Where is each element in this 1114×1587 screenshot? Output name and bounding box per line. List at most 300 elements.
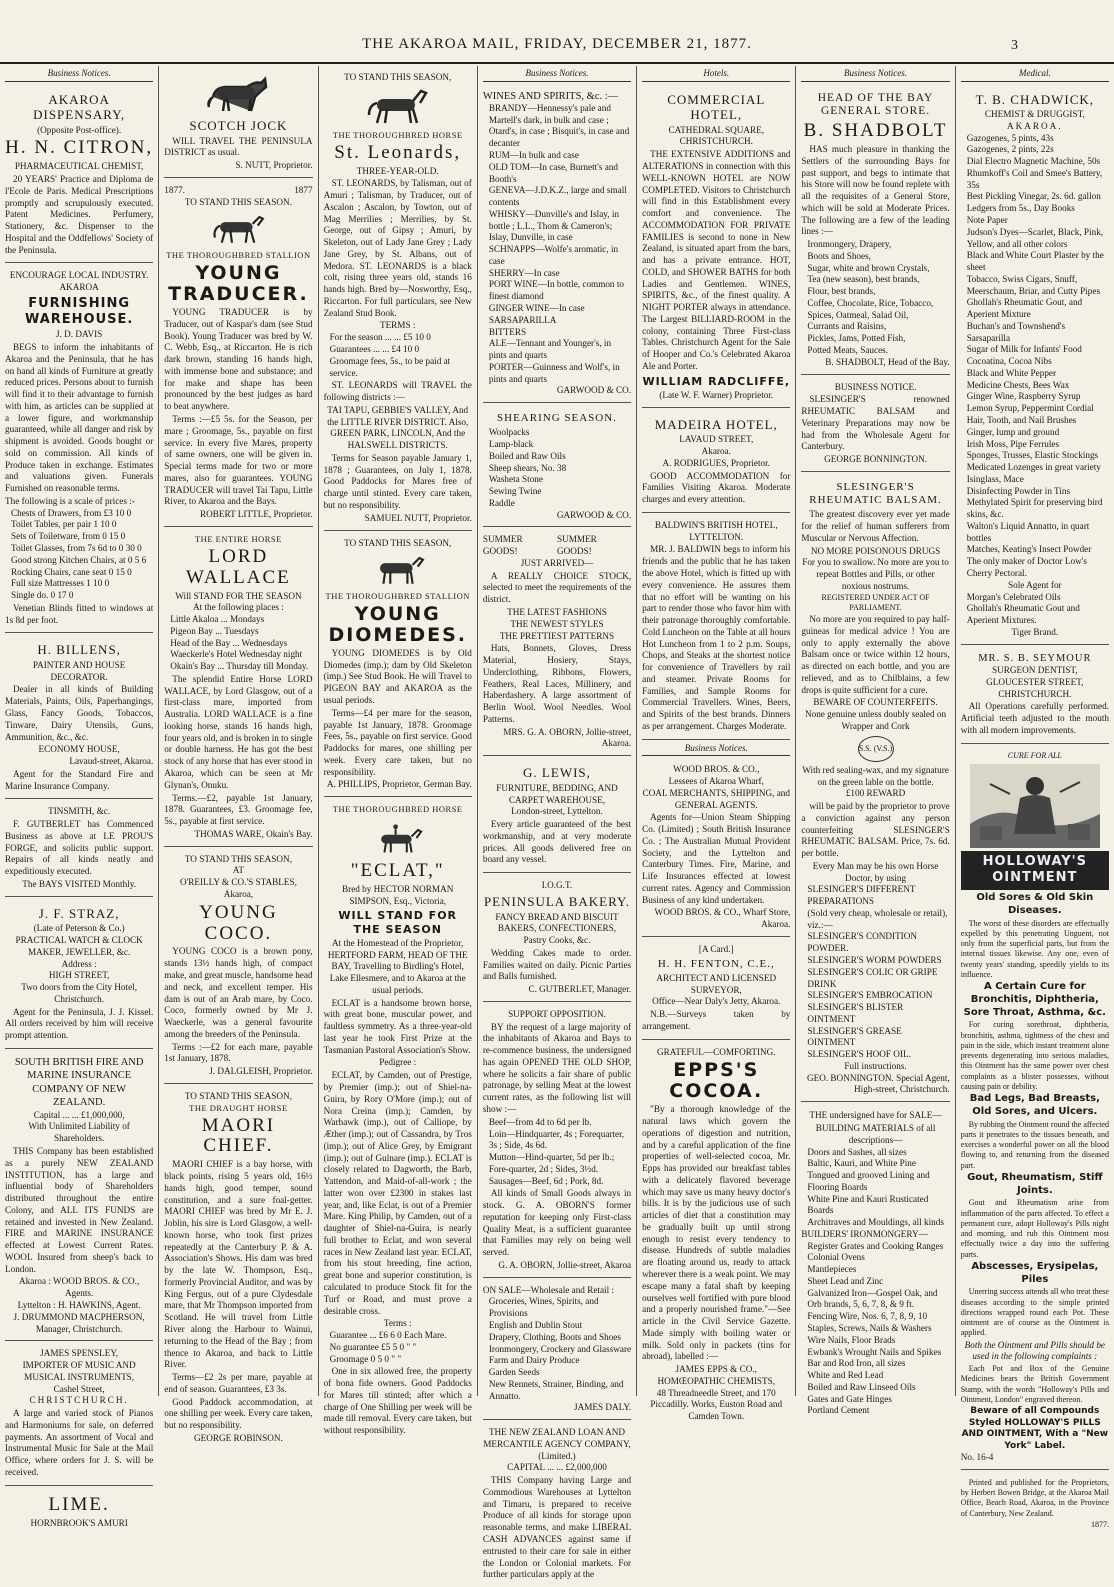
product-item: SLESINGER'S CONDITION POWDER. [807,931,918,954]
ad-lord-wallace [164,530,312,847]
banner-text: CURE FOR ALL [1007,750,1062,760]
ad-body: Every article guaranteed of the best workmanship, and at very moderate prices. All goods delivered free on board any vessel. [482,819,632,865]
ad-body: "By a thorough knowledge of the natural laws which govern the operations of digestion and nutrition, and by a careful application of the fine properties of well-selected cocoa, Mr. Epps has provided our breakfast tables with a delicately flavored beverage which may save us many heavy doctor's bills. It is by the judicious use of such articles of diet that a constitution may be gradually built up until strong enough to resist every tendency to disease. Hundreds of subtle maladies are floating around us, ready to attack wherever there is a weak point. We may escape many a fatal shaft by keeping ourselves well fortified with pure blood and a properly nourished frame."—See article in the Civil Service Gazette. Made simply with boiling water or milk. Sold only in packets (tins for abroad), labelled :— [642,1104,791,1362]
ad-at: AT [232,865,245,876]
product-item: SLESINGER'S HOOF OIL. [807,1049,911,1060]
ad-wines-spirits [483,86,631,404]
price-item: Toilet Tables, per pair 1 10 0 [11,519,117,530]
horse-with-rider-illustration [370,818,426,858]
ad-young-diomedes [324,534,472,798]
ad-body: A large and varied stock of Pianos and Harmoniums for sale, on deferred payments. An assortment of Vocal and Instrumental Music for Sale at the Mail Office, where orders for J. S. will be received. [5,1408,154,1477]
ad-young-coco [164,850,312,1084]
ad-body: THIS Company has been established as a purely NEW ZEALAND INSTITUTION, has a large and influential body of Shareholders distributed throughout the entire Colony, and ALL ITS FUNDS are retained and invested in New Zealand. FIRE and MARINE INSURANCE effected at Lowest Current Rates. WOOL Insured from sheep's back to London. [5,1146,154,1274]
ad-city: CHRISTCHURCH. [998,688,1072,699]
ad-holloway [961,747,1109,1470]
ad-signature: J. DALGLEISH, Proprietor. [209,1066,313,1077]
list-item: PORTER—Guinness and Wolf's, in pints and quarts [488,361,620,384]
seal-emblem: S.S. (V.S.) [858,736,894,762]
list-item: Galvanized Iron—Gospel Oak, and Orb brands, 5, 6, 7, 8, & 9 ft. [807,1287,938,1310]
ad-place: O'REILLY & CO.'S STABLES, [179,877,297,888]
schedule-item: Okain's Bay ... Thursday till Monday. [170,661,309,672]
ad-body: will be paid by the proprietor to prove a conviction against any person counterfeiting SLESINGER'S RHEUMATIC BALSAM. Price, 7s. 6d. per bottle. [801,801,950,859]
list-item: Ewbank's Wrought Nails and Spikes [807,1346,942,1357]
list-item: Tongued and grooved Lining and Flooring Boards [807,1170,930,1192]
list-item: WHISKY—Dunville's and Islay, in bottle ; L.L., Thom & Cameron's; Islay, Dunville, in case [488,208,620,243]
list-item: RUM—In bulk and case [488,150,579,161]
ad-title: BUSINESS NOTICE. [834,381,917,392]
list-item: Sheet Lead and Zinc [807,1275,884,1286]
column-4 [478,66,637,1580]
ad-address: London-street, Lyttelton. [511,806,603,817]
list-item: Black and White Court Plaster by the sheet [966,250,1104,273]
ad-title: T. B. CHADWICK, [975,91,1095,107]
list-item: Tobacco, Swiss Cigars, Snuff, Meerschaum, Briar, and Cutty Pipes [966,273,1101,296]
ad-subtitle: THE DRAUGHT HORSE [189,1102,288,1113]
list-item: Sewing Twine [488,486,542,497]
list-item: Note Paper [966,215,1008,225]
ad-body: All Operations carefully performed. Artificial teeth adjusted to the mouth with all modern improvements. [960,701,1109,735]
ad-signature: GEORGE BONNINGTON. [824,454,928,465]
ad-address: GLOUCESTER STREET, [986,676,1084,687]
list-item: New Rennets, Strainer, Binding, and Annatto. [488,1378,624,1401]
ad-heading: A Certain Cure for Bronchitis, Diphtheria, Sore Throat, Asthma, &c. [963,981,1106,1018]
ad-terms: Terms—£2 2s per mare, payable at end of season. Guarantees, £3 3s. [164,1372,313,1394]
year-right: 1877 [294,184,313,195]
list-item: Gazogenes, 5 pints, 43s [966,132,1054,143]
ad-role: FANCY BREAD AND BISCUIT BAKERS, CONFECTIONERS, [495,911,619,934]
ad-title: YOUNG TRADUCER. [168,262,309,306]
product-item: SLESINGER'S EMBROCATION [807,990,933,1001]
list-item: Cocoatina, Cocoa Nibs [966,356,1052,367]
ad-lewis [483,759,631,873]
ad-eclat [324,800,472,1443]
ad-body: Dealer in all kinds of Building Materials, Paints, Oils, Paperhangings, Glass, Fancy Goods, Tobaccos, Tinware, Dairy Utensils, Guns, Ammunition, &c., &c. [5,684,154,742]
ad-subtitle: Lessees of Akaroa Wharf, [668,775,764,786]
price-item: Single do. 0 17 0 [11,590,74,601]
ad-body: For curing sorethroat, diphtheria, bronchitis, asthma, tightness of the chest and pain in the side, which instant treatment alone prevents degenerating into serious maladies, this Ointment has the same power over chest complaints as a blister possesses, without causing pain or debility. [960,1020,1109,1091]
ad-role: PRACTICAL WATCH & CLOCK MAKER, JEWELLER, &c. [15,935,143,957]
ad-heading: Bad Legs, Bad Breasts, Old Sores, and Ulcers. [969,1093,1100,1117]
ad-title-right: SUMMER GOODS! [556,534,597,557]
ad-name: J. D. DAVIS [55,329,103,340]
ad-role: COAL MERCHANTS, SHIPPING, and GENERAL AGENTS. [642,787,790,810]
ad-baldwins-hotel [642,516,790,740]
ad-summer-goods [483,530,631,756]
ad-business-notice [801,378,949,472]
ad-body: By rubbing the Ointment round the affected parts it penetrates to the tissues beneath, and exercises a wonderful power on all the blood flowing to, and returning from the diseased part. [960,1119,1109,1170]
ad-body: Two doors from the City Hotel, Christchurch. [21,982,137,1004]
page-number: 3 [1011,38,1018,53]
ad-signature: WOOD BROS. & CO., Wharf Store, Akaroa. [654,907,791,930]
schedule-item: Head of the Bay ... Wednesdays [170,637,288,648]
terms-heading: TERMS : [379,320,416,331]
ad-body: YOUNG DIOMEDES is by Old Diomedes (imp.); dam by Old Skeleton (imp.) See Stud Book. He will Travel to PIGEON BAY and AKAROA as the usual periods. [323,647,472,705]
ad-footnote: One in six allowed free, the property of bona fide owners. Good Paddocks for Mares till stinted; after which a charge of One Shilling per week will be made till removal. Every care taken, but without responsibility. [323,1366,472,1436]
list-item: Sponges, Trusses, Elastic Stockings [966,450,1099,461]
ad-signature: G. A. OBORN, Jollie-street, Akaroa [498,1259,632,1270]
ad-card: [A Card.] [698,943,734,954]
price-item: Beef—from 4d to 6d per lb. [488,1116,592,1127]
section-header: Medical. [961,68,1109,82]
list-item: Fencing Wire, Nos. 6, 7, 8, 9, 10 [807,1311,928,1322]
list-item: OLD TOM—In case, Burnett's and Booth's [488,161,618,184]
ad-terms: Terms :—£2 for each mare, payable 1st January, 1878. [164,1041,313,1064]
year-row [164,185,312,197]
ad-furnishing [5,266,153,633]
ad-body: THIS Company having Large and Commodious Warehouses at Lyttelton and Timaru, is prepared to receive Produce of all kinds for storage upon reasonable terms, and make LIBERAL CASH ADVANCES against same if entrusted to their care for sale in either the London or Colonial markets. For further particulars apply at the [482,1475,632,1580]
ad-st-leonards [324,68,472,531]
ad-street: Cashel Street, [53,1383,105,1394]
ad-heading: Old Sores & Old Skin Diseases. [976,892,1094,916]
ad-shadbolt [801,86,949,375]
column-1 [0,66,159,1528]
ad-straz [5,900,153,1049]
list-item: SCHNAPPS—Wolfe's aromatic, in case [488,244,619,266]
list-item: Irish Moss, Pipe Ferrules [966,438,1060,449]
ad-loan-company [483,1423,631,1587]
ad-signature: JAMES DALY. [574,1402,632,1413]
list-item: Lemon Syrup, Peppermint Cordial [966,403,1094,414]
list-item: SHERRY—In case [488,267,560,278]
ad-city: CHRISTCHURCH. [679,136,753,147]
list-item: Flour, best brands, [807,286,876,297]
ad-title: THE NEW ZEALAND LOAN AND MERCANTILE AGENCY COMPANY, [483,1427,631,1449]
ad-title: J. F. STRAZ, [38,905,120,921]
ad-body: None genuine unless doubly sealed on Wrapper and Cork [804,709,947,731]
ad-subtitle: (Limited.) [538,1450,576,1461]
list-item: Isinglass, Mace [966,473,1024,484]
ad-title: SLESINGER'S RHEUMATIC BALSAM. [809,480,942,507]
ad-headline: TO STAND THIS SEASON, [344,537,452,548]
ad-title: MADEIRA HOTEL, [654,416,778,432]
ad-subtitle: (Opposite Post-office). [37,124,122,135]
list-item: Medicated Lozenges in great variety [966,462,1101,473]
ad-tinsmith [5,802,153,896]
list-item: Doors and Sashes, all sizes [807,1146,907,1157]
list-item: Sugar of Milk for Infants' Food [966,344,1082,355]
ad-signature: GARWOOD & CO. [556,509,632,520]
ad-on-sale [483,1281,631,1420]
ad-body: The worst of these disorders are effectually expelled by this penetrating Unguent, not only from the superficial parts, but from the internal tissues likewise. Any one, even of twenty years' standing, speedily yields to its influence. [960,918,1109,979]
ad-slesinger-balsam [801,475,949,1102]
ad-footnote: Good Paddock accommodation, at one shilling per week. Every care taken, but no responsibility. [164,1396,313,1431]
column-3 [319,66,478,1436]
ad-heading: Abscesses, Erysipelas, Piles [971,1260,1099,1285]
ad-terms: Terms for Season payable January 1, 1878 ; Guarantees, on July 1, 1878. Good Paddocks for Mares free of charge until stinted. Every care taken, but no responsibility. [323,452,472,510]
ad-title: WOOD BROS. & CO., [673,764,760,775]
ad-signature: ROBERT LITTLE, Proprietor. [199,509,313,520]
ad-signature: S. NUTT, Proprietor. [235,160,313,171]
ad-location: At the Homestead of the Proprietor, HERTFORD FARM, HEAD OF THE BAY, Travelling to Birdling's Hotel, Lake Ellesmere, and to Akaroa at the usual periods. [327,937,468,995]
ad-title: SCOTCH JOCK [189,118,288,133]
ad-title: SOUTH BRITISH FIRE AND MARINE INSURANCE COMPANY OF NEW ZEALAND. [14,1056,144,1109]
ad-subhead: Sole Agent for [1008,579,1062,590]
ad-body: MR. J. BALDWIN begs to inform his friends and the public that he has taken the above Hotel, which is fitted up with every convenience. He assures them that no effort will be wanting on his part to render those who favor him with their patronage thoroughly comfortable. Cold Luncheon on the Table at all hours Hot Luncheon from 1 to 2 p.m. Soups, Chops, and Steaks at the shortest notice for convenience of Travellers by rail and steamer. Private Rooms for Families, and Sample Rooms for Commercial Travellers. Wines, Beers, and Spirits of the best brands. Dinners as per arrangement. Charges Moderate. [642,544,791,731]
ad-address: 48 Threadneedle Street, and 170 Piccadilly. Works, Euston Road and Camden Town. [650,1387,783,1422]
ad-lime [5,1489,153,1535]
ad-signature: C. GUTBERLET, Manager. [528,984,632,995]
ad-body: Agents for—Union Steam Shipping Co. (Limited) ; South British Insurance Co. ; The Australian Mutual Provident Society, and the Lyttelton and Canterbury Times. Fire, Marine, and Life Insurances effected at lowest current rates. Agency and Commission Business of any kind undertaken. [642,812,791,905]
ad-signature: WILLIAM RADCLIFFE, [642,374,791,388]
ad-number: No. 16-4 [960,1452,994,1463]
ad-body: MAORI CHIEF is a bay horse, with black points, rising 5 years old, 16½ hands high, good temper, sound constitution, and a sure foal-getter. MAORI CHIEF was bred by Mr E. J. Joblin, his sire is Lord Glasgow, a well-known horse, who took first prizes repeatedly at the Canterbury P. & A. Association's Shows. His dam was bred by the late W. Thompson, Esq., formerly Provincial Auditor, and was by King Fergus, out of a pure Clydesdale mare, that Mr Thompson imported from Scotland. He will travel from Little River along the Harbour to Wainui, returning to the Head of the Bay ; from thence to Akaroa, and back to Little River. [164,1159,313,1370]
ad-title: HEAD OF THE BAY GENERAL STORE. [817,91,934,118]
product-item: (Sold very cheap, wholesale or retail), viz.:— [807,907,948,930]
ad-signature: MRS. G. A. OBORN, Jollie-street, Akaroa. [503,726,632,749]
ad-bakery [483,876,631,1002]
holloway-engraving-illustration [970,764,1100,848]
ad-subtitle: THE THOROUGHBRED STALLION [325,591,470,602]
ad-fenton [642,940,790,1040]
list-item: GINGER WINE—In case [488,302,585,313]
ad-title: SHEARING SEASON. [497,412,617,425]
ad-title: COMMERCIAL HOTEL, [667,91,766,123]
terms-heading: Terms : [383,1318,412,1329]
ad-place: AKAROA [59,282,99,293]
ad-reward: £100 REWARD [845,788,906,799]
product-item: SLESINGER'S GREASE OINTMENT [807,1025,902,1048]
ad-beware: Beware of all Compounds Styled HOLLOWAY'S PILLS AND OINTMENT, With a "New York" Label. [961,1406,1109,1451]
ad-town: LYTTELTON. [689,531,744,542]
terms-item: Guarantees ... ... £4 10 0 [329,344,420,355]
list-item: Ledgers from 5s., Day Books [966,203,1075,214]
ad-chadwick [961,86,1109,645]
price-item: Sausages—Beef, 6d ; Pork, 8d. [488,1175,604,1186]
ad-body: Unerring success attends all who treat these diseases according to the simple printed directions wrapped round each Pot. These ointment are of course as the Ointment is applied. [960,1287,1109,1338]
ad-shearing [483,406,631,527]
schedule-item: Little Akaloa ... Mondays [170,614,265,625]
ad-address-label: Address : [61,958,97,969]
ad-signature: GARWOOD & CO. [556,385,632,396]
ad-heading: Both the Ointment and Pills should be used in the following complaints : [964,1339,1105,1362]
ad-body: SLESINGER'S renowned RHEUMATIC BALSAM and Veterinary Preparations may now be had from the Wholesale Agent for Canterbury. [801,394,950,452]
list-item: Garden Seeds [488,1367,540,1378]
ad-body: WILL TRAVEL THE PENINSULA DISTRICT as usual. [164,135,313,158]
product-item: SLESINGER'S WORM POWDERS [807,955,942,966]
list-item: BITTERS [488,326,527,337]
ad-title: St. Leonards, [334,141,462,163]
list-item: White Pine and Kauri Rusticated Boards [807,1193,929,1216]
ad-support-opposition [483,1005,631,1278]
ad-headline: Will STAND FOR THE SEASON [175,590,302,601]
ad-name: H. N. CITRON, [5,137,154,159]
ad-title: G. LEWIS, [523,765,591,781]
list-item: Black and White Pepper [966,367,1057,378]
ad-body: For you to swallow. No more are you to repeat Bottles and Pills, or other noxious nostrums. [802,557,949,591]
ad-signature-sub: HOMŒOPATHIC CHEMISTS, [657,1375,776,1386]
list-item: Matches, Keating's Insect Powder [966,544,1092,555]
ad-role: PHARMACEUTICAL CHEMIST, [14,161,144,172]
ad-title: LORD WALLACE [186,545,291,588]
schedule-item: Pigeon Bay ... Tuesdays [170,625,259,636]
product-name-banner: HOLLOWAY'S OINTMENT [961,851,1109,890]
list-item: BRANDY—Hennessy's pale and Martell's dark, in bulk and case ; Otard's, in case ; Bisquit's, in case and decanter [488,102,630,149]
product-item: SLESINGER'S BLISTER OINTMENT [807,1002,904,1024]
list-item: Boiled and Raw Oils [488,450,566,461]
ad-body: BEGS to inform the inhabitants of Akaroa and the Peninsula, that he has on hand all kinds of Furniture at greatly reduced prices. Persons about to furnish will find it to their advantage to furnish with him, as articles can be supplied at a lower figure, and workmanship guaranteed, while all danger and risk by shipment is avoided. Goods bought or sold on commission. All kinds of Produce taken in exchange. Estimates and valuations given. Funerals Furnished on reasonable terms. [5,341,154,494]
list-item: Mantlepieces [807,1264,857,1275]
list-item: Washeta Stone [488,474,543,485]
ad-headline: WILL STAND FOR THE SEASON [338,909,458,936]
ad-body: Each Pot and Box of the Genuine Medicines bears the British Government Stamp, with the words "Holloway's Pills and Ointment, London" engraved thereon. [960,1364,1109,1404]
ad-body: YOUNG COCO is a brown pony, stands 13½ hands high, of compact make, and great muscle, handsome head and neck, and excellent temper. His dam is out of an Arab mare, by Coco. Coco, formerly owned by Mr J. Waeckerle, was a general favourite among the breeders of the Peninsula. [164,946,313,1039]
price-item: Rocking Chairs, cane seat 0 15 0 [11,566,132,577]
list-item: Gazogenes, 2 pints, 22s [966,144,1054,155]
ad-role: FURNITURE, BEDDING, AND CARPET WAREHOUSE, [496,782,618,805]
terms-item: For the season ... ... £5 10 0 [329,332,431,343]
ad-subtitle: JUST ARRIVED— [520,557,594,568]
ad-districts: TAI TAPU, GEBBIE'S VALLEY, And the LITTLE RIVER DISTRICT. Also, GREEN PARK, LINCOLN, And the HALSWELL DISTRICTS. [327,404,469,451]
ad-agent: Akaroa : WOOD BROS. & CO., Agents. [18,1276,140,1299]
list-item: Tea (new season), best brands, [807,274,920,285]
section-header: Hotels. [642,68,790,82]
ad-signature: SAMUEL NUTT, Proprietor. [364,512,472,523]
ad-title: H. H. FENTON, C.E., [657,957,775,970]
top-rule [0,62,1114,64]
list-item: Potted Meats, Sauces. [807,345,889,356]
ad-subtitle: THE ENTIRE HORSE [194,533,282,544]
ad-subtitle: CATHEDRAL SQUARE, [668,124,765,135]
ad-line: THE PRETTIEST PATTERNS [499,630,615,641]
ad-city: CHRISTCHURCH. [29,1395,129,1406]
list-item: Morgan's Celebrated Oils [966,591,1061,602]
price-list [5,508,153,602]
ad-maori-chief [164,1087,312,1450]
list-item: Disinfecting Powder in Tins [966,485,1071,496]
list-item: Ironmongery, Drapery, [807,239,892,250]
ad-subtitle: THE THOROUGHBRED HORSE [332,804,463,815]
list-item: Judson's Dyes—Scarlet, Black, Pink, Yellow, and all other colors [966,226,1104,249]
ad-line: THE NEWEST STYLES [510,618,604,629]
ad-signature: B. SHADBOLT, Head of the Bay. [825,356,950,367]
ad-role: IMPORTER OF MUSIC AND MUSICAL INSTRUMENTS, [22,1360,136,1382]
ad-town: AKAROA. [1007,120,1063,131]
ad-title: MR. S. B. SEYMOUR [978,652,1092,664]
ad-places-intro: At the following places : [193,602,284,613]
ad-body: ST. LEONARDS, by Talisman, out of Amuri ; Talisman, by Traducer, out of Ascalon ; Ascalon, by Towton, out of Mag Merrilies ; Merrilies, by St. George, out of Gipsy ; Amuri, by Skeleton, out of Lady Jane Grey ; Lady Jane Grey, by St. Albans, out of Medora. ST. LEONARDS is a black colt, rising three years old, stands 16 hands high. Bred by—Nosworthy, Esq., Riccarton. For full particulars, see New Zealand Stud Book. [323,178,472,318]
ad-signature: GEO. BONNINGTON. Special Agent, High-street, Christchurch. [806,1072,950,1095]
price-item: Loin—Hindquarter, 4s ; Forequarter, 3s ; Side, 4s 6d. [488,1128,625,1151]
ad-role: PAINTER AND HOUSE DECORATOR. [32,659,126,682]
list-item: Ironmongery, Crockery and Glassware [488,1343,632,1354]
ad-body: BY the request of a large majority of the inhabitants of Akaroa and Bays to re-commence business, the undersigned has again OPENED THE OLD SHOP, where he solicits a fair share of public patronage, by selling Meat at the lowest current rates, as the following list will show :— [482,1021,632,1114]
year-left: 1877. [164,184,185,195]
ad-headline: TO STAND THIS SEASON, [184,1090,292,1101]
ad-young-traducer [164,181,312,527]
ad-signature: JAMES EPPS & CO., [675,1364,757,1375]
ad-street: HIGH STREET, [48,970,110,981]
list-item: Coffee, Chocolate, Rice, Tobacco, [807,297,934,308]
list-item: Colonial Ovens [807,1252,865,1263]
ad-building-materials [801,1105,949,1422]
ad-wood-bros [642,760,790,937]
ad-agent: Lyttelton : H. HAWKINS, Agent. [17,1299,141,1310]
section-header: Business Notices. [642,743,790,757]
list-item: Hair, Tooth, and Nail Brushes [966,415,1077,426]
schedule-item: Waeckerle's Hotel Wednesday night [170,649,303,660]
ad-line: THE LATEST FASHIONS [507,607,607,617]
list-item: Pickles, Jams, Potted Fish, [807,333,906,344]
terms-item: Guarantee ... £6 6 0 Each Mare. [329,1330,447,1341]
pedigree-heading: Pedigree : [379,1057,417,1068]
list-item: Buchan's and Townshend's Sarsaparilla [966,320,1066,343]
list-item: Architraves and Mouldings, all kinds [807,1217,944,1228]
ad-proprietor: A. RODRIGUES, Proprietor. [662,457,770,468]
list-item: Ginger Wine, Raspberry Syrup [966,391,1081,402]
price-item: Mutton—Hind-quarter, 5d per lb.; Fore-quarter, 2d ; Sides, 3½d. [488,1152,615,1174]
ad-spensley [5,1344,153,1485]
ad-headline: NO MORE POISONOUS DRUGS [810,545,941,556]
list-item: Boiled and Raw Linseed Oils [807,1381,916,1392]
horse-illustration [363,87,433,127]
ad-body: With red sealing-wax, and my signature on the green lable on the bottle. [802,764,949,787]
price-item: Sets of Toiletware, from 0 15 0 [11,531,126,542]
list-item: Register Grates and Cooking Ranges [807,1240,944,1251]
ad-body: No more are you required to pay half-guineas for medical advice ! You are only to apply externally the above Balsam once or twice within 12 hours, as directed on each bottle, and you are relieved, and as to Chilblains, a few drops is quite sufficient for a cure. [801,614,950,695]
ad-title: THE undersigned have for SALE— [809,1110,942,1121]
list-item: Walton's Liquid Annatto, in quart bottles [966,520,1090,543]
list-item: ALE—Tennant and Younger's, in pints and quarts [488,338,612,361]
section-header: Business Notices. [5,68,153,82]
ad-body: All kinds of Small Goods always in stock. G. A. OBORN'S former reputation for keeping only First-class Quality Meat, is a sufficient guarantee that Families may rely on being well served. [482,1188,632,1258]
ad-title: ON SALE—Wholesale and Retail : [482,1284,614,1295]
column-6 [796,66,955,1416]
list-item: Best Pickling Vinegar, 2s. 6d. gallon [966,191,1101,202]
ad-town: Akaroa, [223,888,254,899]
ad-terms: Terms—£4 per mare for the season, payable 1st January, 1878. Groomage Fees, 5s., payable on first service. Good Paddocks for mares, one shilling per week. Every care taken, but no responsibility. [323,707,472,777]
ad-travel: ST. LEONARDS will TRAVEL the following districts :— [323,380,472,403]
masthead-text: THE AKAROA MAIL, FRIDAY, DECEMBER 21, 1877. [362,36,752,52]
ad-top: GRATEFUL—COMFORTING. [656,1046,776,1057]
ad-subtitle: THE THOROUGHBRED HORSE [332,129,463,140]
ad-body: A REALLY CHOICE STOCK, selected to meet the requirements of the district. [482,570,632,605]
newspaper-columns [0,66,1114,1580]
ad-terms: Terms.—£2, payable 1st January, 1878. Guarantees, £3. Groomage fee, 5s., payable at first service. [164,792,313,827]
ad-registered: REGISTERED UNDER ACT OF PARLIAMENT. [821,592,930,612]
ad-headline: TO STAND THIS SEASON, [344,72,452,82]
column-2 [159,66,318,1443]
ad-title: PENINSULA BAKERY. [483,893,631,909]
list-item: Wire Nails, Floor Brads [807,1334,896,1345]
ad-headline: TO STAND THIS SEASON. [184,196,292,207]
ad-commercial-hotel [642,86,790,408]
ad-signature-sub: (Late W. F. Warner) Proprietor. [659,389,774,400]
list-item: Ghollah's Rheumatic Gout, and Aperient Mixture [966,297,1083,320]
list-item: SARSAPARILLA [488,314,557,325]
list-item: Dial Electro Magnetic Machine, 50s [966,156,1101,167]
imprint-body: Printed and published for the Proprietors, by Herbert Bowen Bridge, at the Akaroa Mail Office, Beach Road, Akaroa, in the Province of Canterbury, New Zealand. [960,1477,1109,1518]
pedigree-body: ECLAT, by Camden, out of Prestige, by Premier (imp.); out of Shiel-na-Guira, by Rory O'More (imp.); out of Nora Creina (imp.); Camden, by Warhawk (imp.), out of Calliope, by Æther (imp.); out of Cassandra, by Tros (imp.); out of Alice Grey, by Emigrant (imp.); out of Gulnare (imp.). ECLAT is closely related to Dagworth, the Barb, Yattendon, and Maid-of-all-work ; the latter won over £2300 in stakes last year, and, like Eclat, is out of a Premier Mare. King Philip, by Camden, out of a daughter of Shiel-na-Guira, is nearly full brother to Eclat, and won several races in New Zealand last year. ECLAT, from his stout breeding, fine action, great bone and superior constitution, is calculated to produce Stock fit for the Turf or Road, and must prove a desirable cross. [323,1070,472,1316]
ad-body: Every Man may be his own Horse Doctor, by using [812,860,939,883]
ad-billens [5,636,153,799]
list-item: White and Red Lead [807,1370,884,1381]
list-item: Drapery, Clothing, Boots and Shoes [488,1331,621,1342]
list-item: Medicine Chests, Bees Wax [966,379,1070,390]
list-item: Raddle [488,497,515,508]
list-item: Woolpacks [488,427,530,438]
ad-seymour [961,648,1109,744]
ad-epps-cocoa [642,1043,790,1428]
ad-title: YOUNG COCO. [199,901,278,944]
ad-body: YOUNG TRADUCER is by Traducer, out of Kaspar's dam (see Stud Book). Young Traducer was bred by W. C. Webb, Esq., at Riccarton. He is rich dark brown, standing 16 hands high, with immense bone and substance; and for make and shape has been pronounced by the best judges as hard to beat anywhere. [164,307,313,412]
imprint-date: 1877. [1090,1519,1109,1529]
list-item: Spices, Oatmeal, Salad Oil, [807,309,909,320]
ad-note: N.B.—Surveys taken by arrangement. [642,1009,791,1031]
ad-subtitle: BUILDING MATERIALS of all descriptions— [815,1122,936,1145]
price-item: Good strong Kitchen Chairs, at 0 5 6 [11,554,147,565]
terms-item: Groomage fees, 5s., to be paid at service. [329,355,451,378]
ad-bred: Bred by HECTOR NORMAN SIMPSON, Esq., Victoria, [342,883,454,906]
